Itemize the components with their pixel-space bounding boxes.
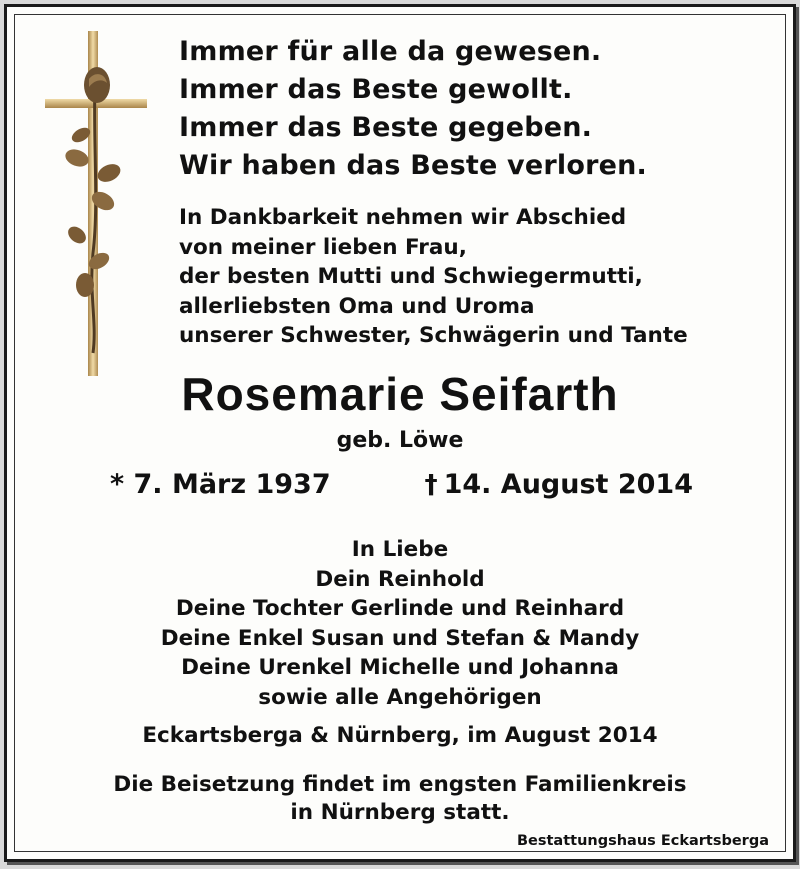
- mourner-line: In Liebe: [351, 537, 449, 562]
- burial-notice: [7, 771, 793, 827]
- motto-line: Immer das Beste gegeben.: [179, 112, 593, 143]
- motto-verse: [179, 33, 647, 185]
- funeral-home: Bestattungshaus Eckartsberga: [516, 833, 769, 849]
- mourner-line: Deine Urenkel Michelle und Johanna: [181, 655, 619, 680]
- motto-line: Wir haben das Beste verloren.: [179, 150, 647, 181]
- intro-line: allerliebsten Oma und Uroma: [179, 293, 535, 319]
- mourner-line: Deine Enkel Susan und Stefan & Mandy: [160, 625, 640, 651]
- mourners-list: [7, 535, 793, 712]
- deceased-name: Rosemarie Seifarth: [181, 368, 619, 420]
- farewell-intro: [179, 203, 688, 351]
- death-date: 14. August 2014: [443, 469, 693, 500]
- intro-line: von meiner lieben Frau,: [179, 234, 467, 260]
- mourner-line: Deine Tochter Gerlinde und Reinhard: [175, 596, 625, 621]
- burial-line: Die Beisetzung findet im engsten Familienkreis: [113, 772, 687, 797]
- intro-line: In Dankbarkeit nehmen wir Abschied: [179, 205, 627, 230]
- birth-date: * 7. März 1937: [110, 469, 331, 500]
- dagger-icon: †: [424, 470, 438, 500]
- burial-line: in Nürnberg statt.: [290, 800, 510, 825]
- obituary-frame: [4, 4, 796, 862]
- mourner-line: sowie alle Angehörigen: [258, 684, 542, 710]
- intro-line: unserer Schwester, Schwägerin und Tante: [179, 323, 688, 348]
- motto-line: Immer das Beste gewollt.: [179, 74, 573, 105]
- cross-with-rose-icon: [33, 23, 153, 383]
- birth-name: geb. Löwe: [336, 428, 464, 453]
- death-date-group: [425, 469, 693, 500]
- place-and-date: Eckartsberga & Nürnberg, im August 2014: [142, 723, 658, 748]
- intro-line: der besten Mutti und Schwiegermutti,: [179, 264, 643, 289]
- motto-line: Immer für alle da gewesen.: [179, 36, 602, 67]
- mourner-line: Dein Reinhold: [315, 566, 485, 592]
